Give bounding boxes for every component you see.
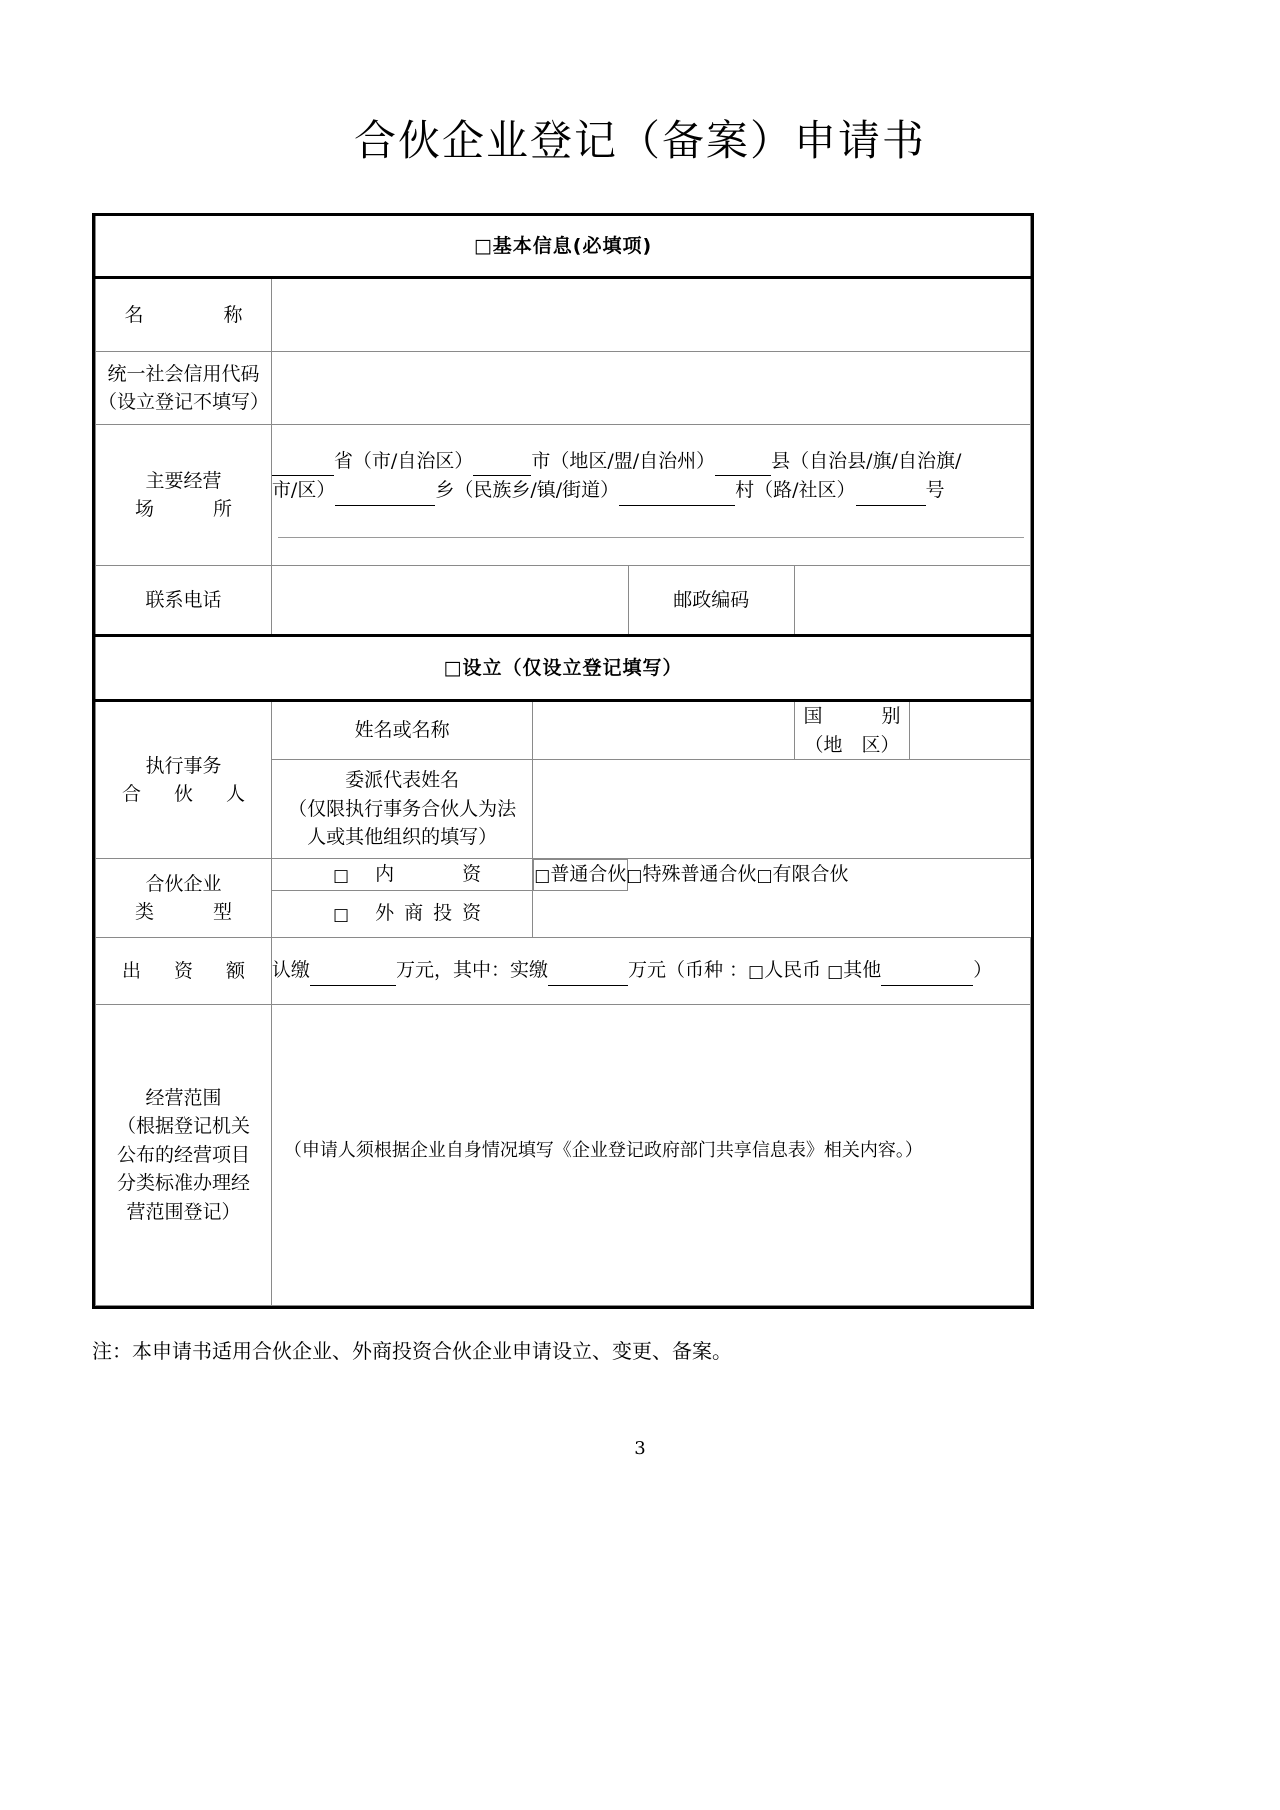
currency-other-label: 其他 [843,959,882,982]
phone-input[interactable] [271,566,628,636]
business-scope-label [96,1005,272,1306]
executive-partner-label-line1: 执行事务 [145,754,222,777]
option-limited-partnership-label: 有限合伙 [772,863,849,885]
type-domestic-label: 内 资 [375,862,492,885]
partnership-type-label [96,859,272,938]
delegate-name-input[interactable] [533,760,1031,859]
executive-partner-label-line2: 合 伙 人 [121,783,252,805]
capital-currency-label: 万元（币种 ： [627,959,748,982]
address-part-district: 市/区） [271,479,336,501]
checkbox-icon[interactable]: □ [827,962,844,983]
application-form-table [92,213,1034,1309]
basic-info-band: □基本信息(必填项) [96,216,1031,278]
business-scope-label-line5: 营范围登记） [126,1200,241,1223]
address-line-2 [272,476,1030,506]
form-footnote: 注：本申请书适用合伙企业、外商投资合伙企业申请设立、变更、备案。 [92,1339,732,1363]
option-limited-partnership[interactable] [756,860,848,890]
address-blank-rule [278,536,1024,538]
checkbox-icon[interactable]: □ [333,905,360,926]
partner-country-input[interactable] [910,701,1031,760]
postcode-input[interactable] [794,566,1030,636]
checkbox-icon[interactable]: □ [748,962,765,983]
business-scope-note: （申请人须根据企业自身情况填写《企业登记政府部门共享信息表》相关内容。） [283,1139,923,1161]
option-special-general-partnership-label: 特殊普通合伙 [642,863,757,885]
business-scope-label-line4: 分类标准办理经 [116,1172,250,1195]
address-label [96,425,272,566]
option-general-partnership-label: 普通合伙 [550,863,627,885]
partner-country-label-line2: （地 区） [804,733,900,756]
partner-country-label [794,701,910,760]
checkbox-icon[interactable]: □ [333,865,360,886]
business-scope-input[interactable] [271,1005,1030,1306]
postcode-label: 邮政编码 [628,566,794,636]
partner-name-label: 姓名或名称 [271,701,532,760]
checkbox-icon[interactable]: □ [756,866,773,886]
capital-subscribed-label: 认缴 [271,959,310,982]
address-input[interactable] [271,425,1030,566]
capital-mid-label: 万元，其中：实缴 [395,959,548,982]
address-part-city: 市（地区/盟/自治州） [531,449,716,472]
credit-code-input[interactable] [271,352,1030,425]
credit-code-label [96,352,272,425]
address-line-1 [272,447,1030,477]
option-general-partnership[interactable] [534,860,626,890]
partnership-type-label-line2: 类 型 [134,901,239,923]
page-number: 3 [634,1438,646,1459]
credit-code-label-line1: 统一社会信用代码 [107,362,260,385]
address-part-county: 县（自治县/旗/自治旗/ [771,449,962,472]
address-part-province: 省（市/自治区） [333,449,474,472]
delegate-name-label-line3: 人或其他组织的填写） [307,826,498,849]
partner-country-label-line1: 国 别 [803,705,908,727]
capital-input[interactable] [271,938,1030,1005]
delegate-name-label-line1: 委派代表姓名 [345,769,460,792]
executive-partner-label [96,701,272,859]
type-foreign-label: 外商投资 [375,902,492,925]
address-label-line2: 场 所 [134,498,239,520]
phone-label: 联系电话 [96,566,272,636]
establish-band: □设立（仅设立登记填写） [96,636,1031,701]
page-title: 合伙企业登记（备案）申请书 [353,116,926,165]
currency-rmb-label: 人民币 [764,959,822,982]
business-scope-label-line2: （根据登记机关 [116,1115,250,1138]
capital-close-paren: ） [973,959,993,982]
delegate-name-label [271,760,532,859]
address-part-number: 号 [925,479,945,501]
address-part-village: 村（路/社区） [735,479,856,501]
address-part-town: 乡（民族乡/镇/街道） [435,479,620,501]
credit-code-label-line2: （设立登记不填写） [97,391,269,413]
type-domestic-option[interactable] [271,859,532,891]
checkbox-icon[interactable]: □ [534,866,551,886]
delegate-name-label-line2: （仅限执行事务合伙人为法 [288,797,517,820]
business-scope-label-line3: 公布的经营项目 [116,1143,250,1166]
business-scope-label-line1: 经营范围 [145,1086,222,1109]
checkbox-icon[interactable]: □ [626,866,643,886]
capital-label: 出 资 额 [96,938,272,1005]
partnership-type-label-line1: 合伙企业 [145,872,222,895]
partner-name-input[interactable] [533,701,794,760]
option-special-general-partnership[interactable] [626,860,756,890]
name-input[interactable] [271,278,1030,352]
address-label-line1: 主要经营 [145,469,222,492]
name-label: 名 称 [96,278,272,352]
type-foreign-option[interactable] [271,891,532,938]
partnership-form-options[interactable] [533,859,849,891]
